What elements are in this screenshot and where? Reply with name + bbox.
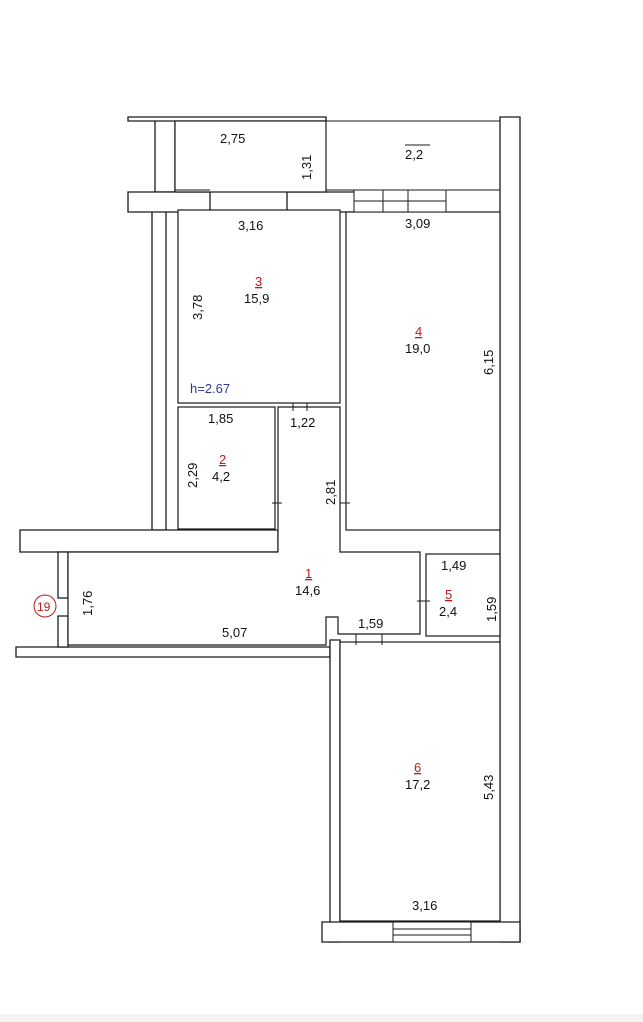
room-6-width: 3,16 [412,898,438,913]
room-3-number: 3 [255,274,263,289]
hall-width: 5,07 [222,625,248,640]
room-6-number: 6 [414,760,422,775]
room6-left-wall [330,640,340,942]
room-5-number: 5 [445,587,453,602]
hall-height: 1,76 [80,590,95,616]
room-2-width: 1,85 [208,411,234,426]
room-2-area: 4,2 [212,469,231,484]
room-5-width: 1,49 [441,558,467,573]
door-width-label: 1,59 [358,616,384,631]
wall-stub-center-top [287,192,355,212]
balcony-left-post [155,118,175,192]
room-2-number: 2 [219,452,227,467]
balcony-area-label: 2,2 [405,147,424,162]
window-room6 [393,922,471,942]
wall-stub-left-top [128,192,210,212]
room-6-height: 5,43 [481,774,496,800]
entrance-marker-label: 19 [37,600,51,614]
room-6-area: 17,2 [405,777,431,792]
room-5-area: 2,4 [439,604,458,619]
hall-upper-wall [20,530,278,552]
balcony-width-label: 2,75 [220,131,246,146]
corridor-width: 1,22 [290,415,316,430]
entrance-jamb-top [58,552,68,598]
left-wall [152,208,166,530]
entrance-jamb-bottom [58,616,68,647]
room-3-width: 3,16 [238,218,264,233]
room-5-height: 1,59 [484,596,499,622]
room-4-number: 4 [415,324,423,339]
room-2-height: 2,29 [185,462,200,488]
room-3-area: 15,9 [244,291,270,306]
hall-lower-wall [16,647,330,657]
ceiling-height-label: h=2.67 [190,381,231,396]
room-4-width: 3,09 [405,216,431,231]
right-wall [500,117,520,942]
page-bottom-strip [0,1014,643,1022]
room-4-height: 6,15 [481,349,496,375]
corridor-height: 2,81 [323,479,338,505]
room-1-area: 14,6 [295,583,321,598]
room-4-area: 19,0 [405,341,431,356]
rooms [68,121,500,921]
room-4-outline [346,212,500,530]
room-3-height: 3,78 [190,294,205,320]
balcony-depth-label: 1,31 [299,154,314,180]
room-1-number: 1 [305,566,313,581]
